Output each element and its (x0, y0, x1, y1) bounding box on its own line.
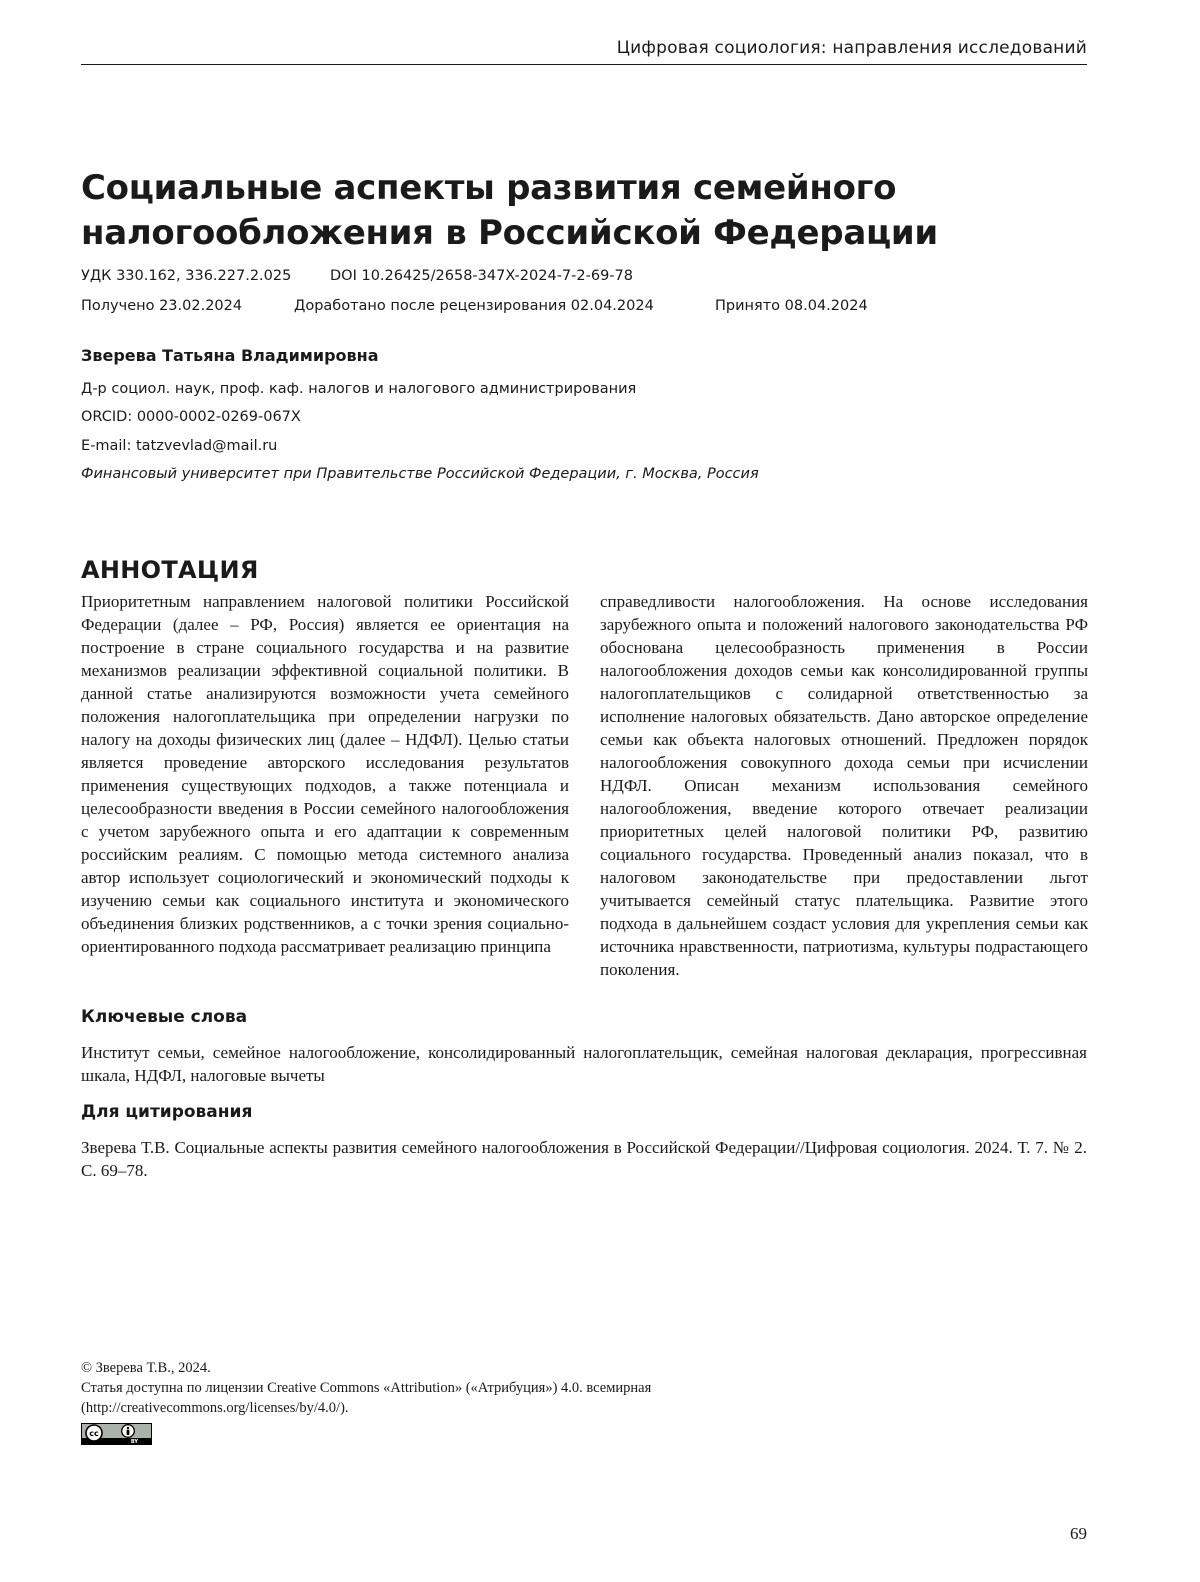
author-email: E-mail: tatzvevlad@mail.ru (81, 438, 278, 454)
article-title-line-2: налогообложения в Российской Федерации (81, 213, 938, 253)
udk-code: УДК 330.162, 336.227.2.025 (81, 268, 292, 284)
citation-heading: Для цитирования (81, 1102, 253, 1122)
keywords-heading: Ключевые слова (81, 1007, 248, 1027)
received-date: Получено 23.02.2024 (81, 298, 243, 314)
author-affiliation: Финансовый университет при Правительстве Российской Федерации, г. Москва, Россия (81, 466, 759, 482)
author-orcid: ORCID: 0000-0002-0269-067X (81, 409, 301, 425)
article-title (81, 166, 1091, 256)
author-name: Зверева Татьяна Владимировна (81, 346, 379, 365)
cc-by-badge-icon (81, 1423, 152, 1445)
license-line-2: (http://creativecommons.org/licenses/by/4.0/). (81, 1400, 349, 1416)
page-number: 69 (1070, 1524, 1087, 1543)
running-header: Цифровая социология: направления исследований (81, 38, 1087, 65)
accepted-date: Принято 08.04.2024 (715, 298, 868, 314)
abstract-heading: АННОТАЦИЯ (81, 556, 259, 584)
doi: DOI 10.26425/2658-347X-2024-7-2-69-78 (330, 268, 633, 284)
cc-icon (83, 1424, 107, 1444)
abstract-text-right: справедливости налогообложения. На основе исследования зарубежного опыта и положений налогового законодательства РФ обоснована целесообразность применения в России налогообложения доходов семьи как консолидированной группы налогоплательщиков с солидарной ответственностью за исполнение налоговых обязательств. Дано авторское определение семьи как объекта налоговых отношений. Предложен порядок налогообложения совокупного дохода семьи при исчислении НДФЛ. Описан механизм использования семейного налогообложения, введение которого отвечает реализации приоритетных целей налоговой политики РФ, развитию социального государства. Проведенный анализ показал, что в налоговом законодательстве при предоставлении льгот учитывается семейный статус плательщика. Развитие этого подхода в дальнейшем создаст условия для укрепления семьи как источника нравственности, патриотизма, культуры подрастающего поколения. (600, 592, 1088, 979)
cc-badge-by-label: BY (130, 1439, 138, 1445)
license-line-1: Статья доступна по лицензии Creative Commons «Attribution» («Атрибуция») 4.0. всемирная (81, 1380, 652, 1396)
author-position: Д-р социол. наук, проф. каф. налогов и налогового администрирования (81, 381, 637, 397)
attribution-person-icon (118, 1424, 138, 1440)
revised-date: Доработано после рецензирования 02.04.2024 (294, 298, 654, 314)
citation-text: Зверева Т.В. Социальные аспекты развития семейного налогообложения в Российской Федерации//Цифровая социология. 2024. Т. 7. № 2. С. 69–78. (81, 1138, 1087, 1180)
keywords-text: Институт семьи, семейное налогообложение, консолидированный налогоплательщик, семейная налоговая декларация, прогрессивная шкала, НДФЛ, налоговые вычеты (81, 1043, 1087, 1085)
copyright-line: © Зверева Т.В., 2024. (81, 1360, 211, 1376)
abstract-right-column (600, 590, 1088, 981)
abstract-left-column (81, 590, 569, 958)
abstract-text-left: Приоритетным направлением налоговой политики Российской Федерации (далее – РФ, Россия) является ее ориентация на построение в стране социального государства и на развитие механизмов реализации эффективной социальной политики. В данной статье анализируются возможности учета семейного положения налогоплательщика при определении нагрузки по налогу на доходы физических лиц (далее – НДФЛ). Целью статьи является проведение авторского исследования результатов применения существующих подходов, а также потенциала и целесообразности введения в России семейного налогообложения с учетом зарубежного опыта и его адаптации к современным российским реалиям. С помощью метода системного анализа автор использует социологический и экономический подходы к изучению семьи как социального института и экономического объединения близких родственников, а с точки зрения социально-ориентированного подхода рассматривает реализацию принципа (81, 592, 569, 956)
article-title-line-1: Социальные аспекты развития семейного (81, 168, 897, 208)
svg-text:cc: cc (89, 1429, 99, 1438)
license-footer (81, 1358, 651, 1418)
